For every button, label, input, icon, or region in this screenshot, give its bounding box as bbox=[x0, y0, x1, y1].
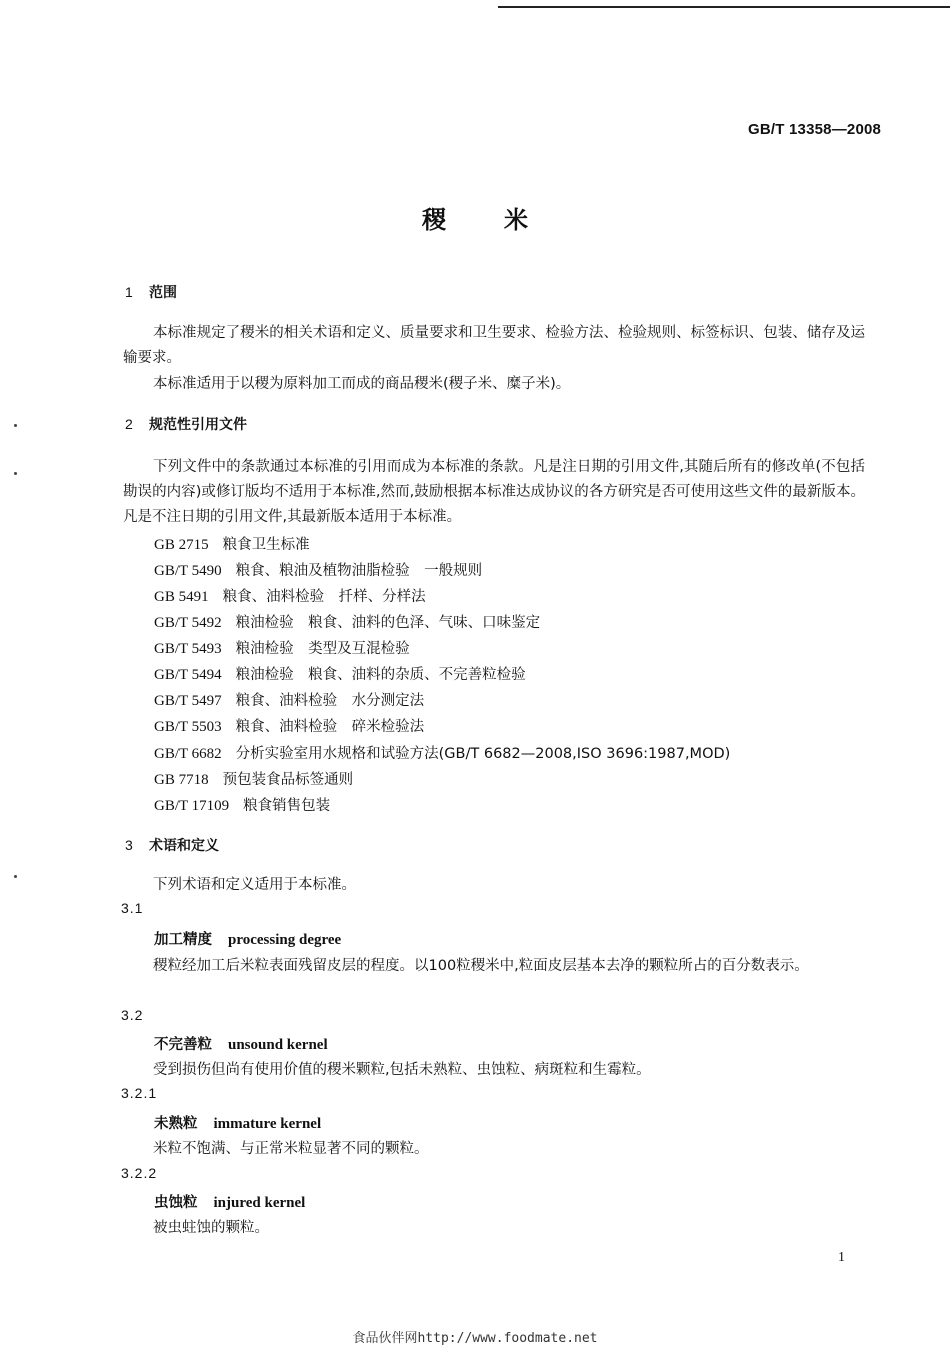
reference-name: 粮食、油料检验 碎米检验法 bbox=[235, 719, 425, 735]
reference-item bbox=[154, 715, 424, 736]
reference-item bbox=[154, 663, 526, 684]
reference-code: GB/T 5503 bbox=[154, 719, 222, 735]
reference-item bbox=[154, 533, 310, 554]
reference-code: GB/T 5494 bbox=[154, 667, 222, 683]
section-number: 1 bbox=[125, 284, 133, 300]
reference-item bbox=[154, 611, 540, 632]
term-zh: 未熟粒 bbox=[154, 1116, 198, 1132]
reference-code: GB/T 5490 bbox=[154, 563, 222, 579]
normative-intro: 下列文件中的条款通过本标准的引用而成为本标准的条款。凡是注日期的引用文件,其随后所有的修改单(不包括勘误的内容)或修订版均不适用于本标准,然而,鼓励根据本标准达成协议的各方研究是否可使用这些文件的最新版本。凡是不注日期的引用文件,其最新版本适用于本标准。 bbox=[123, 459, 865, 525]
reference-name: 粮油检验 粮食、油料的杂质、不完善粒检验 bbox=[235, 667, 526, 683]
section-heading-1 bbox=[125, 282, 177, 302]
reference-item bbox=[154, 689, 424, 710]
term-definition: 受到损伤但尚有使用价值的稷米颗粒,包括未熟粒、虫蚀粒、病斑粒和生霉粒。 bbox=[153, 1062, 651, 1078]
section-title: 规范性引用文件 bbox=[149, 417, 247, 433]
term-heading bbox=[154, 1191, 305, 1212]
term-en: injured kernel bbox=[213, 1195, 306, 1211]
term-definition: 米粒不饱满、与正常米粒显著不同的颗粒。 bbox=[153, 1141, 429, 1157]
clause-number: 3.2 bbox=[121, 1007, 144, 1023]
footer-watermark-text: 食品伙伴网http://www.foodmate.net bbox=[352, 1331, 598, 1346]
reference-code: GB/T 17109 bbox=[154, 798, 230, 814]
reference-name: 分析实验室用水规格和试验方法(GB/T 6682—2008,ISO 3696:1987,MOD) bbox=[235, 746, 731, 762]
reference-code: GB 5491 bbox=[154, 589, 209, 605]
term-heading bbox=[154, 928, 341, 949]
term-zh: 加工精度 bbox=[154, 932, 212, 948]
term-en: processing degree bbox=[228, 932, 342, 948]
term-zh: 不完善粒 bbox=[154, 1037, 212, 1053]
scope-paragraph-2: 本标准适用于以稷为原料加工而成的商品稷米(稷子米、糜子米)。 bbox=[153, 376, 571, 392]
reference-name: 粮食、粮油及植物油脂检验 一般规则 bbox=[235, 563, 483, 579]
reference-name: 粮食、油料检验 扦样、分样法 bbox=[222, 589, 426, 605]
terms-intro: 下列术语和定义适用于本标准。 bbox=[153, 877, 356, 893]
reference-code: GB 7718 bbox=[154, 772, 209, 788]
reference-name: 粮食销售包装 bbox=[243, 798, 331, 814]
scan-mark bbox=[14, 875, 17, 878]
standard-code: GB/T 13358—2008 bbox=[748, 121, 882, 138]
term-definition: 稷粒经加工后米粒表面残留皮层的程度。以100粒稷米中,粒面皮层基本去净的颗粒所占的百分数表示。 bbox=[153, 958, 809, 974]
scope-paragraph-1: 本标准规定了稷米的相关术语和定义、质量要求和卫生要求、检验方法、检验规则、标签标识、包装、储存及运输要求。 bbox=[123, 325, 865, 366]
reference-item bbox=[154, 768, 353, 789]
reference-name: 粮食、油料检验 水分测定法 bbox=[235, 693, 425, 709]
reference-item bbox=[154, 637, 410, 658]
section-heading-3 bbox=[125, 835, 219, 855]
term-definition: 被虫蛀蚀的颗粒。 bbox=[153, 1220, 269, 1236]
term-en: immature kernel bbox=[213, 1116, 322, 1132]
clause-number: 3.2.2 bbox=[121, 1165, 158, 1181]
reference-name: 粮油检验 类型及互混检验 bbox=[235, 641, 410, 657]
header-rule bbox=[498, 6, 950, 8]
reference-name: 预包装食品标签通则 bbox=[222, 772, 354, 788]
reference-item bbox=[154, 585, 426, 606]
section-title: 范围 bbox=[149, 285, 177, 301]
scan-mark bbox=[14, 424, 17, 427]
reference-code: GB/T 5497 bbox=[154, 693, 222, 709]
scan-mark bbox=[14, 472, 17, 475]
clause-number: 3.2.1 bbox=[121, 1085, 158, 1101]
term-heading bbox=[154, 1112, 321, 1133]
section-number: 2 bbox=[125, 416, 133, 432]
reference-code: GB/T 6682 bbox=[154, 746, 222, 762]
section-number: 3 bbox=[125, 837, 133, 853]
reference-code: GB/T 5493 bbox=[154, 641, 222, 657]
reference-code: GB 2715 bbox=[154, 537, 209, 553]
reference-name: 粮食卫生标准 bbox=[222, 537, 310, 553]
term-heading bbox=[154, 1033, 328, 1054]
page-number: 1 bbox=[838, 1250, 845, 1265]
reference-item bbox=[154, 559, 482, 580]
term-en: unsound kernel bbox=[228, 1037, 328, 1053]
term-zh: 虫蚀粒 bbox=[154, 1195, 198, 1211]
clause-number: 3.1 bbox=[121, 900, 144, 916]
reference-item bbox=[154, 742, 730, 763]
section-title: 术语和定义 bbox=[149, 838, 219, 854]
reference-item bbox=[154, 794, 330, 815]
section-heading-2 bbox=[125, 414, 247, 434]
document-title: 稷米 bbox=[422, 206, 586, 234]
reference-code: GB/T 5492 bbox=[154, 615, 222, 631]
reference-name: 粮油检验 粮食、油料的色泽、气味、口味鉴定 bbox=[235, 615, 541, 631]
